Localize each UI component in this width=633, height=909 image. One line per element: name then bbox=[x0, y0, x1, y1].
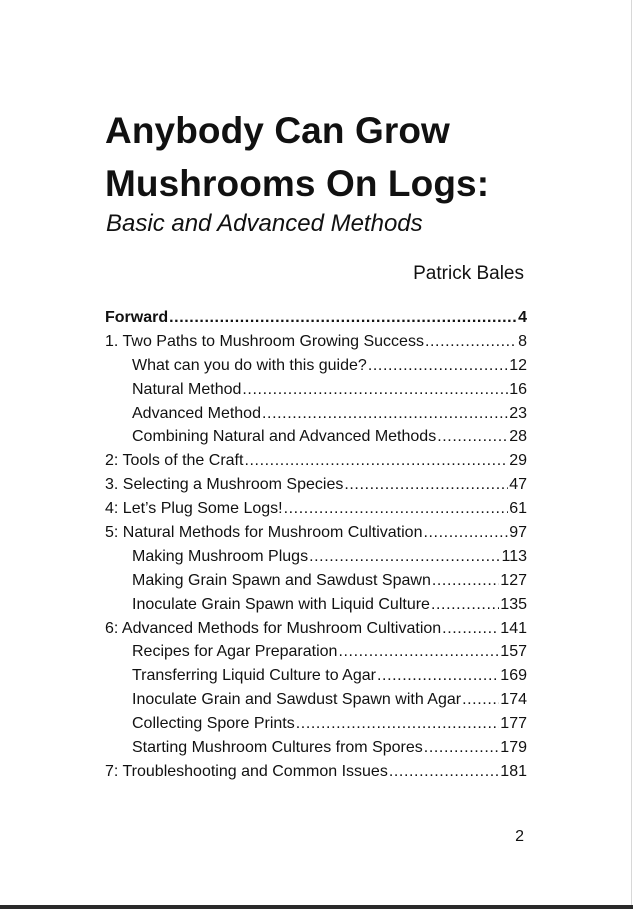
viewer-bottom-edge bbox=[0, 905, 633, 909]
toc-entry-page-number: 157 bbox=[500, 643, 527, 661]
toc-dot-leader bbox=[423, 521, 508, 545]
toc-entry-page-number: 61 bbox=[509, 500, 527, 518]
toc-entry[interactable] bbox=[105, 664, 527, 688]
toc-dot-leader bbox=[169, 306, 517, 330]
table-of-contents bbox=[105, 306, 527, 784]
toc-dot-leader bbox=[432, 569, 499, 593]
toc-entry[interactable] bbox=[105, 760, 527, 784]
toc-dot-leader bbox=[368, 354, 508, 378]
toc-entry-title: Transferring Liquid Culture to Agar bbox=[132, 667, 376, 685]
toc-entry-page-number: 12 bbox=[509, 356, 527, 374]
toc-entry-title: Natural Method bbox=[132, 380, 242, 398]
toc-entry-page-number: 127 bbox=[500, 571, 527, 589]
toc-entry-title: Collecting Spore Prints bbox=[132, 715, 295, 733]
toc-entry-title: 7: Troubleshooting and Common Issues bbox=[105, 762, 388, 780]
toc-entry-title: Making Mushroom Plugs bbox=[132, 547, 309, 565]
toc-entry-page-number: 113 bbox=[501, 547, 527, 565]
book-subtitle: Basic and Advanced Methods bbox=[106, 210, 423, 237]
toc-entry-title: Inoculate Grain and Sawdust Spawn with Agar bbox=[132, 691, 462, 709]
toc-entry[interactable] bbox=[105, 569, 527, 593]
toc-dot-leader bbox=[442, 617, 499, 641]
toc-dot-leader bbox=[462, 688, 499, 712]
toc-entry[interactable] bbox=[105, 736, 527, 760]
toc-dot-leader bbox=[296, 712, 500, 736]
toc-entry-page-number: 29 bbox=[509, 452, 527, 470]
toc-entry-page-number: 16 bbox=[509, 380, 527, 398]
toc-entry[interactable] bbox=[105, 402, 527, 426]
toc-entry[interactable] bbox=[105, 521, 527, 545]
toc-entry-title: 5: Natural Methods for Mushroom Cultivation bbox=[105, 524, 423, 542]
toc-entry-title: What can you do with this guide? bbox=[132, 356, 367, 374]
toc-entry-title: Advanced Method bbox=[132, 404, 261, 422]
toc-dot-leader bbox=[242, 378, 508, 402]
toc-entry[interactable] bbox=[105, 688, 527, 712]
toc-dot-leader bbox=[338, 640, 499, 664]
toc-entry[interactable] bbox=[105, 473, 527, 497]
toc-entry-page-number: 181 bbox=[500, 762, 527, 780]
toc-entry[interactable] bbox=[105, 545, 527, 569]
toc-entry-title: 1. Two Paths to Mushroom Growing Success bbox=[105, 332, 424, 350]
book-title-line-2: Mushrooms On Logs: bbox=[105, 163, 490, 204]
page-number: 2 bbox=[515, 828, 524, 845]
toc-dot-leader bbox=[424, 736, 500, 760]
toc-entry-page-number: 135 bbox=[500, 595, 527, 613]
toc-entry-page-number: 141 bbox=[500, 619, 527, 637]
toc-entry-title: Combining Natural and Advanced Methods bbox=[132, 428, 437, 446]
book-title-line-1: Anybody Can Grow bbox=[105, 110, 450, 151]
toc-dot-leader bbox=[262, 402, 508, 426]
toc-entry-title: Making Grain Spawn and Sawdust Spawn bbox=[132, 571, 431, 589]
toc-entry[interactable] bbox=[105, 640, 527, 664]
toc-dot-leader bbox=[437, 425, 508, 449]
toc-entry-page-number: 4 bbox=[518, 309, 527, 326]
toc-dot-leader bbox=[284, 497, 509, 521]
toc-entry-page-number: 179 bbox=[500, 739, 527, 757]
toc-entry[interactable] bbox=[105, 617, 527, 641]
toc-entry-title: 2: Tools of the Craft bbox=[105, 452, 244, 470]
book-title bbox=[105, 104, 565, 210]
toc-entry-page-number: 177 bbox=[500, 715, 527, 733]
toc-entry[interactable] bbox=[105, 425, 527, 449]
toc-entry-title: 3. Selecting a Mushroom Species bbox=[105, 476, 344, 494]
toc-entry-page-number: 97 bbox=[509, 524, 527, 542]
toc-entry-page-number: 169 bbox=[500, 667, 527, 685]
toc-entry-page-number: 8 bbox=[518, 332, 527, 350]
toc-entry-page-number: 28 bbox=[509, 428, 527, 446]
toc-dot-leader bbox=[244, 449, 508, 473]
toc-entry-title: Starting Mushroom Cultures from Spores bbox=[132, 739, 423, 757]
toc-entry[interactable] bbox=[105, 497, 527, 521]
toc-entry-page-number: 23 bbox=[509, 404, 527, 422]
toc-dot-leader bbox=[309, 545, 500, 569]
author-name: Patrick Bales bbox=[413, 263, 524, 284]
toc-entry[interactable] bbox=[105, 449, 527, 473]
toc-entry-title: 6: Advanced Methods for Mushroom Cultivation bbox=[105, 619, 442, 637]
toc-entry-page-number: 174 bbox=[500, 691, 527, 709]
toc-entry[interactable] bbox=[105, 354, 527, 378]
toc-entry[interactable] bbox=[105, 306, 527, 330]
toc-entry-title: Inoculate Grain Spawn with Liquid Culture bbox=[132, 595, 430, 613]
toc-entry-title: Recipes for Agar Preparation bbox=[132, 643, 338, 661]
toc-entry[interactable] bbox=[105, 378, 527, 402]
toc-entry[interactable] bbox=[105, 330, 527, 354]
toc-dot-leader bbox=[344, 473, 508, 497]
toc-entry-page-number: 47 bbox=[509, 476, 527, 494]
toc-entry[interactable] bbox=[105, 593, 527, 617]
toc-dot-leader bbox=[425, 330, 517, 354]
toc-entry-title: 4: Let’s Plug Some Logs! bbox=[105, 500, 283, 518]
toc-dot-leader bbox=[377, 664, 499, 688]
toc-dot-leader bbox=[389, 760, 499, 784]
toc-entry-title: Forward bbox=[105, 309, 169, 326]
toc-dot-leader bbox=[431, 593, 499, 617]
toc-entry[interactable] bbox=[105, 712, 527, 736]
